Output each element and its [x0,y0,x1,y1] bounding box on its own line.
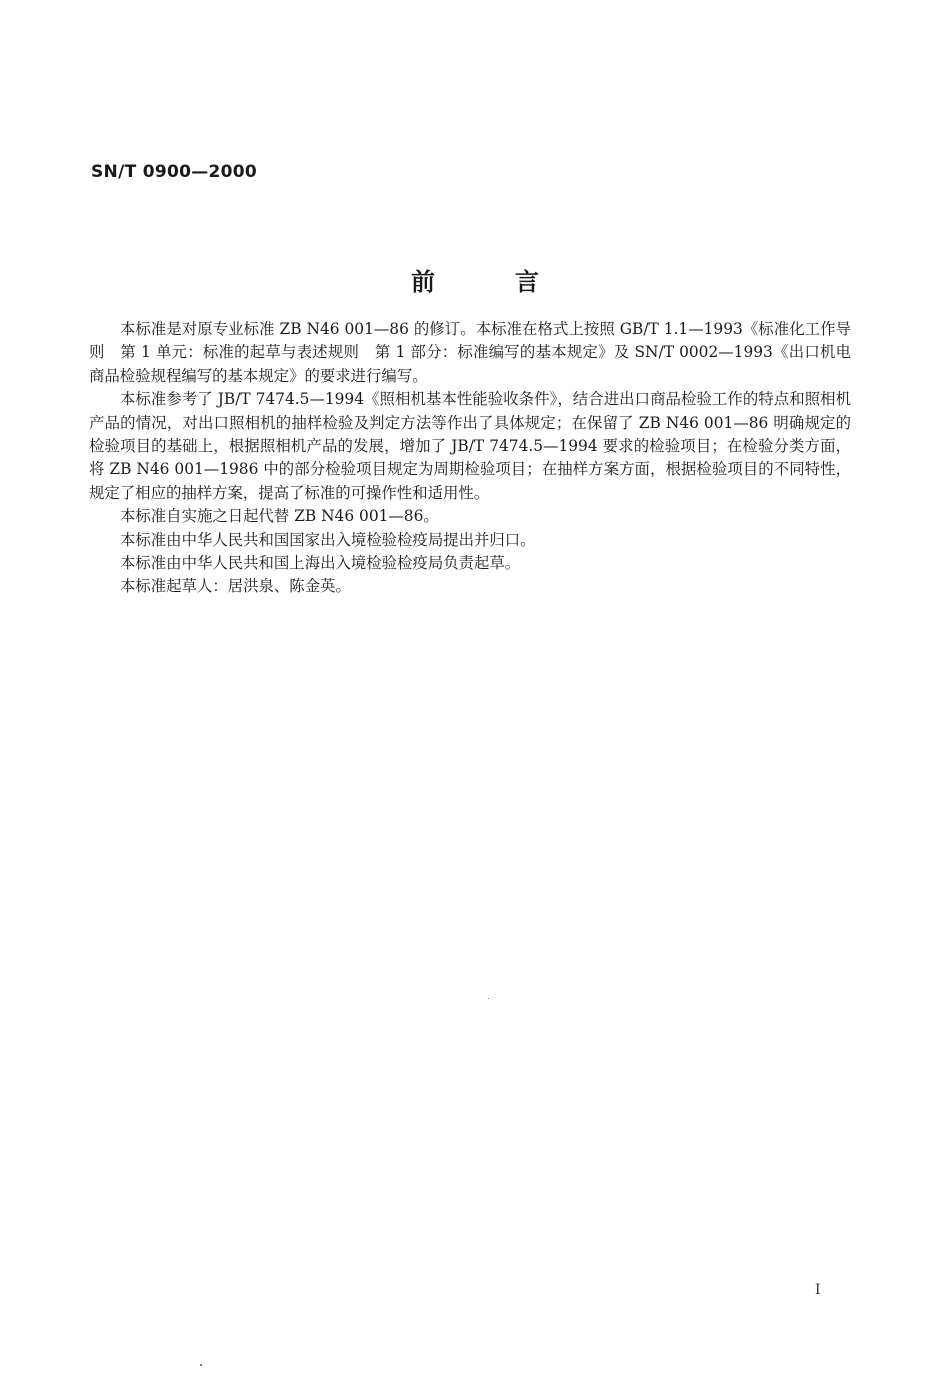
page-number: I [815,1282,821,1298]
paragraph-proposer: 本标准由中华人民共和国国家出入境检验检疫局提出并归口。 [120,530,536,549]
paragraph-revision-basis: 本标准是对原专业标准 ZB N46 001—86 的修订。本标准在格式上按照 GB/T 1.1—1993《标准化工作导则 第 1 单元：标准的起草与表述规则 第 1 部分：标准编写的基本规定》及 SN/T 0002—1993《出口机电商品检验规程编写的基本规定》的要求进行编写。 [89,320,851,385]
foreword-body [89,318,851,599]
scan-speck [488,998,489,999]
paragraph-replacement: 本标准自实施之日起代替 ZB N46 001—86。 [120,507,439,526]
paragraph-drafting-unit: 本标准由中华人民共和国上海出入境检验检疫局负责起草。 [120,554,521,573]
scan-speck [200,1364,202,1366]
standard-number: SN/T 0900—2000 [91,162,258,182]
page-title: 前言 [411,267,619,296]
paragraph-references: 本标准参考了 JB/T 7474.5—1994《照相机基本性能验收条件》，结合进出口商品检验工作的特点和照相机产品的情况，对出口照相机的抽样检验及判定方法等作出了具体规定；在保留了 ZB N46 001—86 明确规定的检验项目的基础上，根据照相机产品的发展，增加了 JB/T 7474.5—1994 要求的检验项目；在检验分类方面，将 ZB N46 001—1986 中的部分检验项目规定为周期检验项目；在抽样方案方面，根据检验项目的不同特性，规定了相应的抽样方案，提高了标准的可操作性和适用性。 [89,390,851,502]
paragraph-drafters: 本标准起草人：居洪泉、陈金英。 [120,577,351,596]
